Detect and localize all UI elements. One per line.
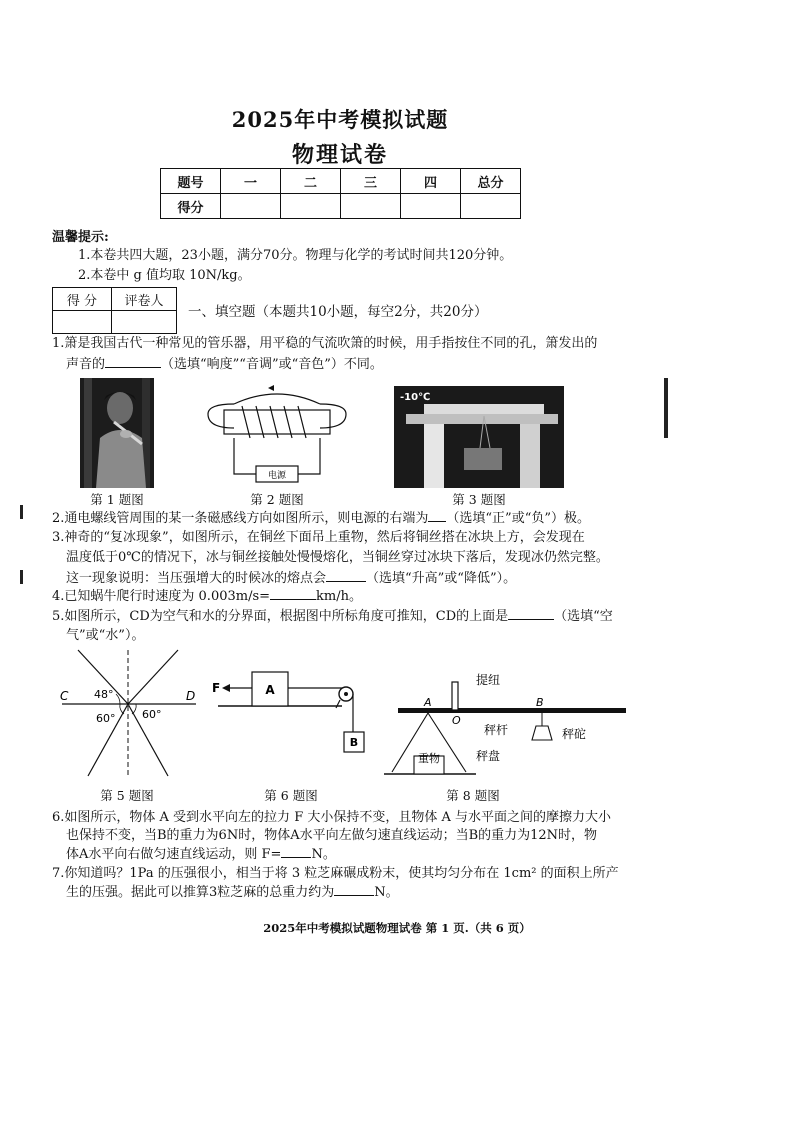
question-1-line <box>66 354 383 375</box>
tip-item: 2.本卷中 g 值均取 10N/kg。 <box>78 268 251 283</box>
power-supply-label: 电源 <box>267 471 287 481</box>
rope-label: 提纽 <box>476 673 501 687</box>
regelation-photo <box>394 386 564 488</box>
scan-edge-mark <box>20 505 23 519</box>
question-text: 体A水平向右做匀速直线运动，则 F= <box>66 847 282 862</box>
block-b-label: B <box>349 736 359 749</box>
score-cell[interactable] <box>281 194 341 219</box>
grader-score-label: 得 分 <box>53 288 112 311</box>
page-footer: 2025年中考模拟试题物理试卷 第 1 页.（共 6 页） <box>263 921 531 935</box>
weight-label: 秤砣 <box>562 727 587 741</box>
question-7-line: 7.你知道吗？1Pa 的压强很小，相当于将 3 粒芝麻碾成粉末，使其均匀分布在 1cm² 的面积上所产 <box>52 866 619 881</box>
section-heading: 一、填空题（本题共10小题，每空2分，共20分） <box>188 304 488 320</box>
point-a-label: A <box>424 696 432 709</box>
grader-score-cell[interactable] <box>53 311 112 334</box>
figure-3-caption: 第 3 题图 <box>452 492 506 507</box>
steelyard-diagram <box>384 664 644 782</box>
score-cell[interactable] <box>341 194 401 219</box>
score-header-cell: 二 <box>281 169 341 194</box>
question-7-line <box>66 882 399 903</box>
flute-player-photo <box>80 378 154 488</box>
question-6-line: 6.如图所示，物体 A 受到水平向左的拉力 F 大小保持不变，且物体 A 与水平面之间的摩擦力大小 <box>52 810 611 825</box>
score-header-cell: 题号 <box>161 169 221 194</box>
question-text: （选填“正”或“负”）极。 <box>446 511 590 526</box>
question-3-line: 温度低于0℃的情况下，冰与铜丝接触处慢慢熔化，当铜丝穿过冰块下落后，发现冰仍然完整。 <box>66 550 609 565</box>
answer-blank[interactable] <box>270 586 316 600</box>
tip-item: 1.本卷共四大题，23小题，满分70分。物理与化学的考试时间共120分钟。 <box>78 248 513 263</box>
question-text: 5.如图所示，CD为空气和水的分界面，根据图中所标角度可推知，CD的上面是 <box>52 609 509 624</box>
question-text: N。 <box>374 885 399 900</box>
score-header-cell: 三 <box>341 169 401 194</box>
question-6-line: 也保持不变，当B的重力为6N时，物体A水平向左做匀速直线运动；当B的重力为12N时，物 <box>66 828 598 843</box>
question-5-line <box>52 606 613 627</box>
question-4-line <box>52 586 362 607</box>
answer-blank[interactable] <box>508 606 554 620</box>
grader-table <box>52 287 177 334</box>
angle-60-right: 60° <box>142 708 162 721</box>
refraction-diagram <box>54 648 204 780</box>
angle-48: 48° <box>94 688 114 701</box>
scan-edge-mark <box>20 570 23 584</box>
score-row-label: 得分 <box>161 194 221 219</box>
bar-label: 秤杆 <box>484 723 509 737</box>
label-c: C <box>60 689 69 703</box>
figure-2-caption: 第 2 题图 <box>250 492 304 507</box>
point-b-label: B <box>536 696 544 709</box>
answer-blank[interactable] <box>334 882 374 896</box>
question-3-line: 3.神奇的“复冰现象”，如图所示，在铜丝下面吊上重物，然后将铜丝搭在冰块上方，会发现在 <box>52 530 585 545</box>
figure-5-caption: 第 5 题图 <box>100 788 154 803</box>
score-table <box>160 168 521 219</box>
score-header-cell: 一 <box>221 169 281 194</box>
score-header-cell: 四 <box>401 169 461 194</box>
grader-name-cell[interactable] <box>112 311 177 334</box>
question-text: （选填“空 <box>554 609 613 624</box>
exam-subtitle: 物理试卷 <box>291 142 388 168</box>
exam-title: 2025年中考模拟试题 <box>231 107 449 132</box>
pan-label: 秤盘 <box>476 749 501 763</box>
scan-edge-mark <box>664 378 668 438</box>
question-text: 生的压强。据此可以推算3粒芝麻的总重力约为 <box>66 885 335 900</box>
score-cell[interactable] <box>401 194 461 219</box>
score-cell[interactable] <box>461 194 521 219</box>
figure-1-caption: 第 1 题图 <box>90 492 144 507</box>
force-f-label: F <box>212 681 221 695</box>
score-header-cell: 总分 <box>461 169 521 194</box>
question-5-line: 气”或“水”）。 <box>66 628 145 643</box>
object-label: 重物 <box>418 752 440 765</box>
grader-name-label: 评卷人 <box>112 288 177 311</box>
temperature-label: -10℃ <box>400 392 431 403</box>
solenoid-diagram <box>204 382 350 486</box>
answer-blank[interactable] <box>428 508 446 522</box>
question-text: N。 <box>311 847 336 862</box>
answer-blank[interactable] <box>105 354 161 368</box>
score-cell[interactable] <box>221 194 281 219</box>
point-o-label: O <box>452 714 461 727</box>
angle-60-left: 60° <box>96 712 116 725</box>
tips-title: 温馨提示: <box>52 230 109 245</box>
question-text: （选填“响度”“音调”或“音色”）不同。 <box>161 357 383 372</box>
question-1-line: 1.箫是我国古代一种常见的管乐器，用平稳的气流吹箫的时候，用手指按住不同的孔，箫发出的 <box>52 336 598 351</box>
figure-8-caption: 第 8 题图 <box>446 788 500 803</box>
question-text: km/h。 <box>316 589 362 604</box>
question-text: 这一现象说明：当压强增大的时候冰的熔点会 <box>66 571 327 586</box>
question-text: 2.通电螺线管周围的某一条磁感线方向如图所示，则电源的右端为 <box>52 511 429 526</box>
figure-6-caption: 第 6 题图 <box>264 788 318 803</box>
question-text: 4.已知蜗牛爬行时速度为 0.003m/s= <box>52 589 271 604</box>
question-text: （选填“升高”或“降低”）。 <box>366 571 517 586</box>
pulley-diagram <box>212 664 372 772</box>
answer-blank[interactable] <box>281 844 311 858</box>
question-6-line <box>66 844 336 865</box>
label-d: D <box>186 689 196 703</box>
question-2-line <box>52 508 590 529</box>
answer-blank[interactable] <box>326 568 366 582</box>
question-text: 声音的 <box>66 357 106 372</box>
block-a-label: A <box>265 683 275 697</box>
